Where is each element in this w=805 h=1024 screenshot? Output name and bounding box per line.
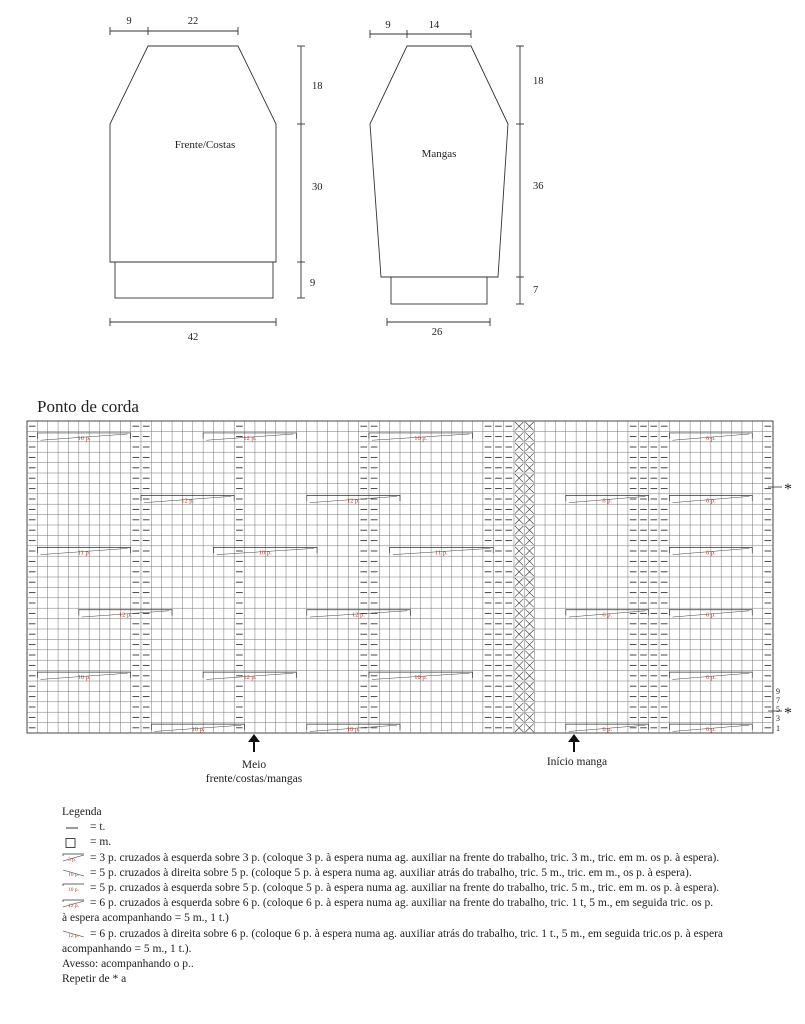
sleeve-dim-14: 14 bbox=[428, 20, 440, 31]
sleeve-title: Mangas bbox=[421, 148, 457, 160]
cable-label: 12 p. bbox=[181, 497, 195, 505]
cable-label: 6 p. bbox=[705, 497, 716, 505]
svg-text:12 p.: 12 p. bbox=[68, 932, 79, 939]
arrow-center-label-1: Meio bbox=[241, 759, 267, 771]
legend-item-5-text: = 6 p. cruzados à direita sobre 6 p. (coloque 6 p. à espera numa ag. auxiliar atrás do trabalho, tric. 1 t., 5 m., em seguida tric.os p. à espera bbox=[90, 927, 724, 940]
sleeve-schematic bbox=[370, 30, 524, 326]
legend bbox=[62, 805, 782, 987]
front-back-schematic bbox=[110, 27, 305, 326]
sleeve-dim-26: 26 bbox=[431, 327, 443, 338]
legend-item-3-text: = 5 p. cruzados à esquerda sobre 5 p. (coloque 5 p. à espera numa ag. auxiliar na frente do trabalho, tric. 5 m., tric. em m. os p. à espera). bbox=[90, 882, 720, 895]
front-back-title: Frente/Costas bbox=[174, 139, 236, 151]
sleeve-ribbing bbox=[391, 277, 487, 304]
legend-knit bbox=[62, 835, 782, 850]
row-numbers bbox=[776, 687, 780, 733]
legend-purl bbox=[62, 820, 782, 835]
front-back-dim-9: 9 bbox=[126, 16, 132, 27]
legend-item-2 bbox=[62, 866, 782, 881]
sleeve-outline bbox=[370, 46, 508, 277]
cable-label: 10 p. bbox=[258, 549, 272, 557]
cable-label: 10 p. bbox=[414, 434, 428, 442]
legend-item-2-text: = 5 p. cruzados à direita sobre 5 p. (coloque 5 p. à espera numa ag. auxiliar atrás do trabalho, tric. 5 m., tric. em m., os p. à espera). bbox=[90, 866, 692, 879]
front-back-dim-9b: 9 bbox=[310, 278, 316, 289]
legend-repeat: Repetir de * a bbox=[62, 973, 127, 986]
cable-5-left-symbol-icon bbox=[62, 883, 88, 893]
row-number-1: 1 bbox=[776, 724, 780, 733]
cable-label: 10 p. bbox=[77, 434, 91, 442]
row-number-7: 7 bbox=[776, 696, 780, 705]
front-back-dim-22: 22 bbox=[187, 16, 199, 27]
svg-text:10 p.: 10 p. bbox=[68, 872, 79, 879]
sleeve-dim-36: 36 bbox=[533, 181, 544, 192]
cable-label: 12 p. bbox=[346, 497, 360, 505]
legend-purl-text: = t. bbox=[90, 821, 106, 834]
front-back-outline bbox=[110, 46, 276, 262]
purl-symbol-icon bbox=[62, 823, 88, 833]
sleeve-dim-7: 7 bbox=[533, 285, 539, 296]
cable-label: 12 p. bbox=[243, 434, 257, 442]
cable-label: 6 p. bbox=[602, 497, 613, 505]
legend-item-3 bbox=[62, 881, 782, 896]
cable-6-right-symbol-icon bbox=[62, 929, 88, 939]
cable-label: 11 p. bbox=[77, 549, 91, 557]
arrow-center-marker bbox=[248, 734, 260, 752]
legend-item-5-text-cont: acompanhando = 5 m., 1 t.). bbox=[62, 942, 192, 955]
cable-label: 6 p. bbox=[705, 611, 716, 619]
cable-label: 10 p. bbox=[414, 674, 428, 682]
front-back-dim-18: 18 bbox=[312, 81, 323, 92]
front-back-ribbing bbox=[115, 262, 273, 298]
legend-item-4-text-cont: à espera acompanhando = 5 m., 1 t.) bbox=[62, 912, 229, 925]
row-number-9: 9 bbox=[776, 687, 780, 696]
cable-label: 10 p. bbox=[77, 674, 91, 682]
arrow-center-label-2: frente/costas/mangas bbox=[205, 773, 303, 785]
cable-6-left-symbol-icon bbox=[62, 899, 88, 909]
legend-heading: Legenda bbox=[62, 806, 102, 818]
cable-label: 6 p. bbox=[705, 434, 716, 442]
repeat-asterisk-bottom: * bbox=[784, 705, 792, 722]
cable-label: 6 p. bbox=[602, 726, 613, 734]
svg-text:10 p.: 10 p. bbox=[68, 887, 79, 894]
row-number-3: 3 bbox=[776, 714, 780, 723]
chart-title: Ponto de corda bbox=[37, 397, 139, 416]
front-back-dim-42: 42 bbox=[187, 332, 199, 343]
cable-label: 12 p. bbox=[243, 674, 257, 682]
arrow-sleeve-label: Início manga bbox=[546, 756, 608, 768]
sleeve-dim-9: 9 bbox=[385, 20, 391, 31]
knit-symbol-icon bbox=[62, 838, 88, 848]
legend-item-5 bbox=[62, 927, 782, 957]
sleeve-dim-18: 18 bbox=[533, 76, 544, 87]
legend-knit-text: = m. bbox=[90, 836, 112, 849]
cable-label: 6 p. bbox=[705, 674, 716, 682]
repeat-asterisk-top: * bbox=[784, 481, 792, 498]
cable-3-symbol-icon bbox=[62, 853, 88, 863]
cable-label: 6 p. bbox=[705, 549, 716, 557]
cable-label: 12 p. bbox=[118, 611, 132, 619]
legend-item-4-text: = 6 p. cruzados à esquerda sobre 6 p. (coloque 6 p. à espera numa ag. auxiliar na frente do trabalho, tric. 1 t, 5 m., em seguida tric. os p. bbox=[90, 897, 714, 910]
legend-avesso: Avesso: acompanhando o p.. bbox=[62, 958, 194, 971]
svg-text:12 p.: 12 p. bbox=[68, 902, 79, 909]
cable-label: 12 p. bbox=[352, 611, 366, 619]
arrow-sleeve-marker bbox=[568, 734, 580, 752]
cable-label: 10 p. bbox=[346, 726, 360, 734]
cable-label: 10 p. bbox=[191, 726, 205, 734]
svg-text:3 p.: 3 p. bbox=[68, 856, 77, 863]
row-number-5: 5 bbox=[776, 705, 780, 714]
legend-item-4 bbox=[62, 896, 782, 926]
cable-label: 6 p. bbox=[602, 611, 613, 619]
cable-label: 11 p. bbox=[435, 549, 448, 557]
cable-5-right-symbol-icon bbox=[62, 868, 88, 878]
cable-label: 6 p. bbox=[705, 726, 716, 734]
front-back-dim-30: 30 bbox=[312, 182, 323, 193]
legend-item-1 bbox=[62, 851, 782, 866]
legend-item-1-text: = 3 p. cruzados à esquerda sobre 3 p. (coloque 3 p. à espera numa ag. auxiliar na frente do trabalho, tric. 3 m., tric. em m. os p. à espera). bbox=[90, 851, 720, 864]
